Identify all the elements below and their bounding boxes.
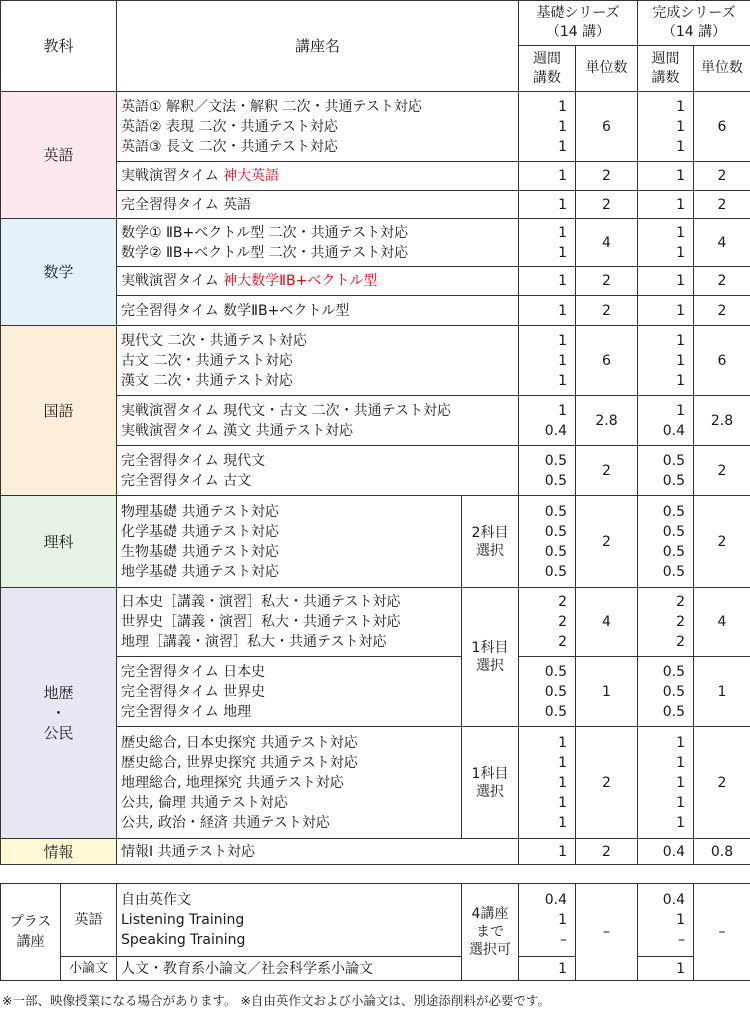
japanese-mastery-courses: 完全習得タイム 現代文 完全習得タイム 古文 <box>117 446 519 496</box>
english-basic-units: 6 <box>576 92 638 162</box>
plus-selection-note: 4講座 まで 選択可 <box>462 884 519 981</box>
social-common-complete-units: 2 <box>694 727 750 839</box>
header-course: 講座名 <box>117 1 519 92</box>
japanese-practice-complete-units: 2.8 <box>694 396 750 446</box>
social-lecture-basic-weekly: 2 2 2 <box>519 588 576 657</box>
japanese-complete-weekly: 1 1 1 <box>638 326 694 396</box>
plus-english-courses: 自由英作文 Listening Training Speaking Training <box>117 884 462 957</box>
info-basic-weekly: 1 <box>519 839 576 865</box>
english-mastery-course: 完全習得タイム 英語 <box>117 191 519 219</box>
japanese-courses: 現代文 二次・共通テスト対応 古文 二次・共通テスト対応 漢文 二次・共通テスト対応 <box>117 326 519 396</box>
japanese-complete-units: 6 <box>694 326 750 396</box>
plus-label: プラス 講座 <box>1 884 61 981</box>
info-basic-units: 2 <box>576 839 638 865</box>
social-mastery-complete-units: 1 <box>694 657 750 727</box>
math-practice-highlight: 神大数学ⅡB+ベクトル型 <box>223 273 378 289</box>
science-basic-weekly: 0.5 0.5 0.5 0.5 <box>519 496 576 588</box>
subject-japanese: 国語 <box>1 326 117 496</box>
english-practice-basic-weekly: 1 <box>519 162 576 191</box>
math-practice-basic-units: 2 <box>576 267 638 296</box>
plus-english-label: 英語 <box>61 884 117 957</box>
science-complete-units: 2 <box>694 496 750 588</box>
japanese-mastery-basic-units: 2 <box>576 446 638 496</box>
math-basic-units: 4 <box>576 219 638 267</box>
science-selection-note: 2科目 選択 <box>462 496 519 588</box>
english-complete-weekly: 1 1 1 <box>638 92 694 162</box>
header-complete-weekly: 週間 講数 <box>638 46 694 92</box>
english-complete-units: 6 <box>694 92 750 162</box>
social-mastery-courses: 完全習得タイム 日本史 完全習得タイム 世界史 完全習得タイム 地理 <box>117 657 462 727</box>
english-practice-complete-weekly: 1 <box>638 162 694 191</box>
info-complete-weekly: 0.4 <box>638 839 694 865</box>
english-mastery-complete-units: 2 <box>694 191 750 219</box>
japanese-mastery-complete-units: 2 <box>694 446 750 496</box>
social-common-complete-weekly: 1 1 1 1 1 <box>638 727 694 839</box>
japanese-mastery-complete-weekly: 0.5 0.5 <box>638 446 694 496</box>
social-mastery-basic-weekly: 0.5 0.5 0.5 <box>519 657 576 727</box>
japanese-basic-units: 6 <box>576 326 638 396</box>
math-practice-complete-weekly: 1 <box>638 267 694 296</box>
social-lecture-courses: 日本史［講義・演習］私大・共通テスト対応 世界史［講義・演習］私大・共通テスト対応 地理［講義・演習］私大・共通テスト対応 <box>117 588 462 657</box>
science-complete-weekly: 0.5 0.5 0.5 0.5 <box>638 496 694 588</box>
social-lecture-complete-units: 4 <box>694 588 750 657</box>
japanese-mastery-basic-weekly: 0.5 0.5 <box>519 446 576 496</box>
subject-social: 地歴 ・ 公民 <box>1 588 117 839</box>
math-mastery-course: 完全習得タイム 数学ⅡB+ベクトル型 <box>117 296 519 326</box>
header-complete-series: 完成シリーズ （14 講） <box>638 1 750 46</box>
subject-info: 情報 <box>1 839 117 865</box>
plus-essay-label: 小論文 <box>61 957 117 981</box>
social-common-test-courses: 歴史総合, 日本史探究 共通テスト対応 歴史総合, 世界史探究 共通テスト対応 地理総合, 地理探究 共通テスト対応 公共, 倫理 共通テスト対応 公共, 政治・経済 共通テスト対応 <box>117 727 462 839</box>
science-basic-units: 2 <box>576 496 638 588</box>
subject-math: 数学 <box>1 219 117 326</box>
header-subject: 教科 <box>1 1 117 92</box>
math-practice-complete-units: 2 <box>694 267 750 296</box>
social-lecture-complete-weekly: 2 2 2 <box>638 588 694 657</box>
plus-essay-basic-weekly: 1 <box>519 957 576 981</box>
english-practice-highlight: 神大英語 <box>223 168 280 184</box>
plus-basic-units: – <box>576 884 638 981</box>
social-common-basic-weekly: 1 1 1 1 1 <box>519 727 576 839</box>
social-selection-note-1: 1科目 選択 <box>462 588 519 727</box>
header-basic-units: 単位数 <box>576 46 638 92</box>
header-basic-series: 基礎シリーズ （14 講） <box>519 1 638 46</box>
social-selection-note-2: 1科目 選択 <box>462 727 519 839</box>
science-courses: 物理基礎 共通テスト対応 化学基礎 共通テスト対応 生物基礎 共通テスト対応 地学基礎 共通テスト対応 <box>117 496 462 588</box>
math-practice-course: 実戦演習タイム 神大数学ⅡB+ベクトル型 <box>117 267 519 296</box>
math-basic-weekly: 1 1 <box>519 219 576 267</box>
english-basic-weekly: 1 1 1 <box>519 92 576 162</box>
header-basic-weekly: 週間 講数 <box>519 46 576 92</box>
info-course: 情報Ⅰ 共通テスト対応 <box>117 839 519 865</box>
math-complete-weekly: 1 1 <box>638 219 694 267</box>
footnote: ※一部、映像授業になる場合があります。 ※自由英作文および小論文は、別途添削料が必要です。 <box>2 993 550 1008</box>
math-mastery-complete-units: 2 <box>694 296 750 326</box>
social-common-basic-units: 2 <box>576 727 638 839</box>
subject-english: 英語 <box>1 92 117 219</box>
plus-complete-units: – <box>694 884 750 981</box>
english-practice-complete-units: 2 <box>694 162 750 191</box>
japanese-practice-basic-units: 2.8 <box>576 396 638 446</box>
info-complete-units: 0.8 <box>694 839 750 865</box>
social-mastery-basic-units: 1 <box>576 657 638 727</box>
social-lecture-basic-units: 4 <box>576 588 638 657</box>
social-mastery-complete-weekly: 0.5 0.5 0.5 <box>638 657 694 727</box>
math-courses: 数学① ⅡB+ベクトル型 二次・共通テスト対応 数学② ⅡB+ベクトル型 二次・共通テスト対応 <box>117 219 519 267</box>
plus-course-table <box>0 883 750 981</box>
english-mastery-basic-units: 2 <box>576 191 638 219</box>
plus-essay-complete-weekly: 1 <box>638 957 694 981</box>
japanese-practice-courses: 実戦演習タイム 現代文・古文 二次・共通テスト対応 実戦演習タイム 漢文 共通テスト対応 <box>117 396 519 446</box>
subject-science: 理科 <box>1 496 117 588</box>
math-mastery-basic-weekly: 1 <box>519 296 576 326</box>
math-mastery-complete-weekly: 1 <box>638 296 694 326</box>
japanese-practice-complete-weekly: 1 0.4 <box>638 396 694 446</box>
english-mastery-complete-weekly: 1 <box>638 191 694 219</box>
plus-english-complete-weekly: 0.4 1 – <box>638 884 694 957</box>
english-mastery-basic-weekly: 1 <box>519 191 576 219</box>
english-practice-basic-units: 2 <box>576 162 638 191</box>
plus-essay-course: 人文・教育系小論文／社会科学系小論文 <box>117 957 462 981</box>
japanese-basic-weekly: 1 1 1 <box>519 326 576 396</box>
header-complete-units: 単位数 <box>694 46 750 92</box>
math-mastery-basic-units: 2 <box>576 296 638 326</box>
math-practice-basic-weekly: 1 <box>519 267 576 296</box>
japanese-practice-basic-weekly: 1 0.4 <box>519 396 576 446</box>
english-courses: 英語① 解釈／文法・解釈 二次・共通テスト対応 英語② 表現 二次・共通テスト対応 英語③ 長文 二次・共通テスト対応 <box>117 92 519 162</box>
plus-english-basic-weekly: 0.4 1 – <box>519 884 576 957</box>
english-practice-course: 実戦演習タイム 神大英語 <box>117 162 519 191</box>
math-complete-units: 4 <box>694 219 750 267</box>
